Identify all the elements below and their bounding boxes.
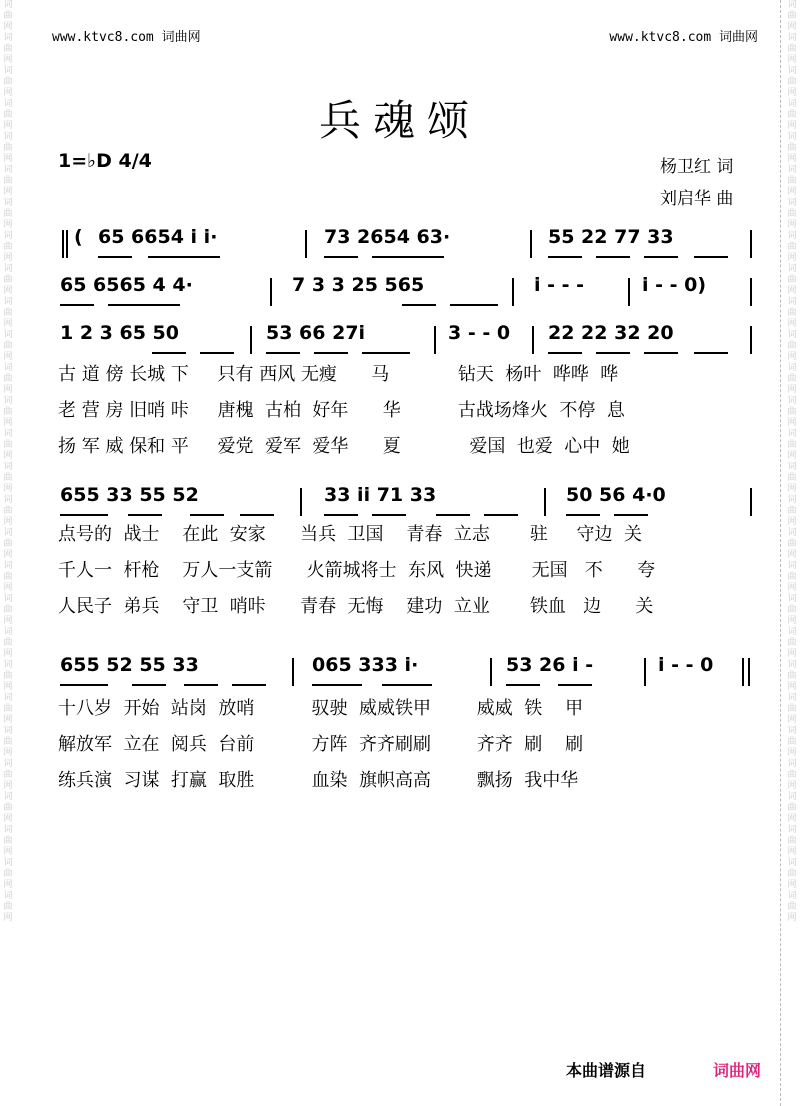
score-line-3 (0, 322, 800, 358)
beam (266, 352, 300, 354)
beam (372, 514, 406, 516)
measure-1: 1 2 3 65 50 (60, 322, 180, 344)
bar-line (490, 658, 492, 686)
bar-line (644, 658, 646, 686)
lyricist: 杨卫红 词 (660, 157, 734, 177)
side-watermark-left: 词曲网词曲网词曲网词曲网词曲网词曲网词曲网词曲网词曲网词曲网词曲网词曲网词曲网词曲网词曲网词曲网词曲网词曲网词曲网词曲网词曲网词曲网词曲网词曲网词曲网词曲网词曲网词曲网 (3, 0, 13, 923)
measure-3: i - - - (534, 274, 585, 296)
beam (506, 684, 540, 686)
measure-1: 65 6565 4 4· (60, 274, 193, 296)
beam (644, 256, 678, 258)
repeat-end-bar (748, 658, 750, 686)
measure-4: i - - 0) (642, 274, 707, 296)
beam (60, 304, 94, 306)
beam (436, 514, 470, 516)
bar-line (750, 278, 752, 306)
beam (190, 514, 224, 516)
score-line-4 (0, 484, 800, 520)
measure-4: i - - 0 (658, 654, 714, 676)
lyrics-verse-3: 扬 军 威 保和 平 爱党 爱军 爱华 夏 爱国 也爱 心中 她 (58, 436, 630, 457)
header-url-right: www.ktvc8.com 词曲网 (609, 30, 758, 45)
beam (314, 352, 348, 354)
measure-2: 065 333 i· (312, 654, 419, 676)
repeat-end-bar-thin (742, 658, 744, 686)
key-signature: 1=♭D 4/4 (58, 150, 152, 172)
bar-line (750, 488, 752, 516)
score-line-5 (0, 654, 800, 690)
bar-line (512, 278, 514, 306)
measure-3: 55 22 77 33 (548, 226, 674, 248)
header-url-left: www.ktvc8.com 词曲网 (52, 30, 201, 45)
score-line-1 (0, 226, 800, 262)
beam (558, 684, 592, 686)
beam (548, 256, 582, 258)
measure-3: 53 26 i - (506, 654, 594, 676)
score-line-2 (0, 274, 800, 310)
bar-line (300, 488, 302, 516)
beam (484, 514, 518, 516)
beam (566, 514, 600, 516)
beam (614, 514, 648, 516)
beam (402, 304, 436, 306)
beam (450, 304, 498, 306)
footer-source-label: 本曲谱源自 (566, 1061, 647, 1080)
measure-1: 655 52 55 33 (60, 654, 199, 676)
bar-line (250, 326, 252, 354)
lyrics-verse-2: 千人一 杆枪 万人一支箭 火箭城将士 东风 快递 无国 不 夸 (58, 560, 656, 581)
measure-3: 50 56 4·0 (566, 484, 666, 506)
side-watermark-right: 词曲网词曲网词曲网词曲网词曲网词曲网词曲网词曲网词曲网词曲网词曲网词曲网词曲网词曲网词曲网词曲网词曲网词曲网词曲网词曲网词曲网词曲网词曲网词曲网词曲网词曲网词曲网词曲网 (787, 0, 797, 923)
measure-1: 655 33 55 52 (60, 484, 199, 506)
lyrics-verse-1: 十八岁 开始 站岗 放哨 驭驶 威威铁甲 威威 铁 甲 (58, 698, 584, 719)
bar-line (532, 326, 534, 354)
measure-4: 22 22 32 20 (548, 322, 674, 344)
beam (548, 352, 582, 354)
beam (372, 256, 444, 258)
repeat-start-bar-thin (66, 230, 68, 258)
beam (382, 684, 432, 686)
bar-line (750, 326, 752, 354)
bar-line (292, 658, 294, 686)
measure-2: 7 3 3 25 565 (292, 274, 425, 296)
measure-3: 3 - - 0 (448, 322, 511, 344)
beam (596, 352, 630, 354)
beam (60, 684, 108, 686)
composer: 刘启华 曲 (660, 189, 734, 209)
lyrics-verse-3: 练兵演 习谋 打赢 取胜 血染 旗帜高高 飘扬 我中华 (58, 770, 579, 791)
beam (152, 352, 186, 354)
page-edge-line (780, 0, 781, 1106)
beam (312, 684, 362, 686)
beam (324, 514, 358, 516)
beam (324, 256, 358, 258)
beam (362, 352, 410, 354)
lyrics-verse-2: 老 营 房 旧哨 咔 唐槐 古柏 好年 华 古战场烽火 不停 息 (58, 400, 625, 421)
lyrics-verse-1: 点号的 战士 在此 安家 当兵 卫国 青春 立志 驻 守边 关 (58, 524, 642, 545)
bar-line (434, 326, 436, 354)
song-title: 兵魂颂 (318, 96, 481, 145)
beam (108, 304, 180, 306)
bar-line (530, 230, 532, 258)
measure-2: 53 66 27i (266, 322, 366, 344)
lyrics-verse-2: 解放军 立在 阅兵 台前 方阵 齐齐刷刷 齐齐 刷 刷 (58, 734, 584, 755)
beam (644, 352, 678, 354)
beam (132, 684, 166, 686)
beam (596, 256, 630, 258)
beam (184, 684, 218, 686)
beam (128, 514, 162, 516)
beam (148, 256, 220, 258)
bar-line (270, 278, 272, 306)
beam (60, 514, 108, 516)
paren-open: ( (74, 226, 83, 248)
bar-line (544, 488, 546, 516)
beam (240, 514, 274, 516)
beam (694, 352, 728, 354)
bar-line (305, 230, 307, 258)
measure-2: 33 ii 71 33 (324, 484, 437, 506)
bar-line (628, 278, 630, 306)
footer-brand-link[interactable]: 词曲网 (713, 1061, 762, 1080)
measure-2: 73 2654 63· (324, 226, 451, 248)
repeat-start-bar (62, 230, 64, 258)
lyrics-verse-3: 人民子 弟兵 守卫 哨咔 青春 无悔 建功 立业 铁血 边 关 (58, 596, 654, 617)
beam (232, 684, 266, 686)
lyrics-verse-1: 古 道 傍 长城 下 只有 西风 无瘦 马 钻天 杨叶 哗哗 哗 (58, 364, 619, 385)
measure-1: 65 6654 i i· (98, 226, 218, 248)
bar-line (750, 230, 752, 258)
beam (694, 256, 728, 258)
beam (98, 256, 132, 258)
beam (200, 352, 234, 354)
